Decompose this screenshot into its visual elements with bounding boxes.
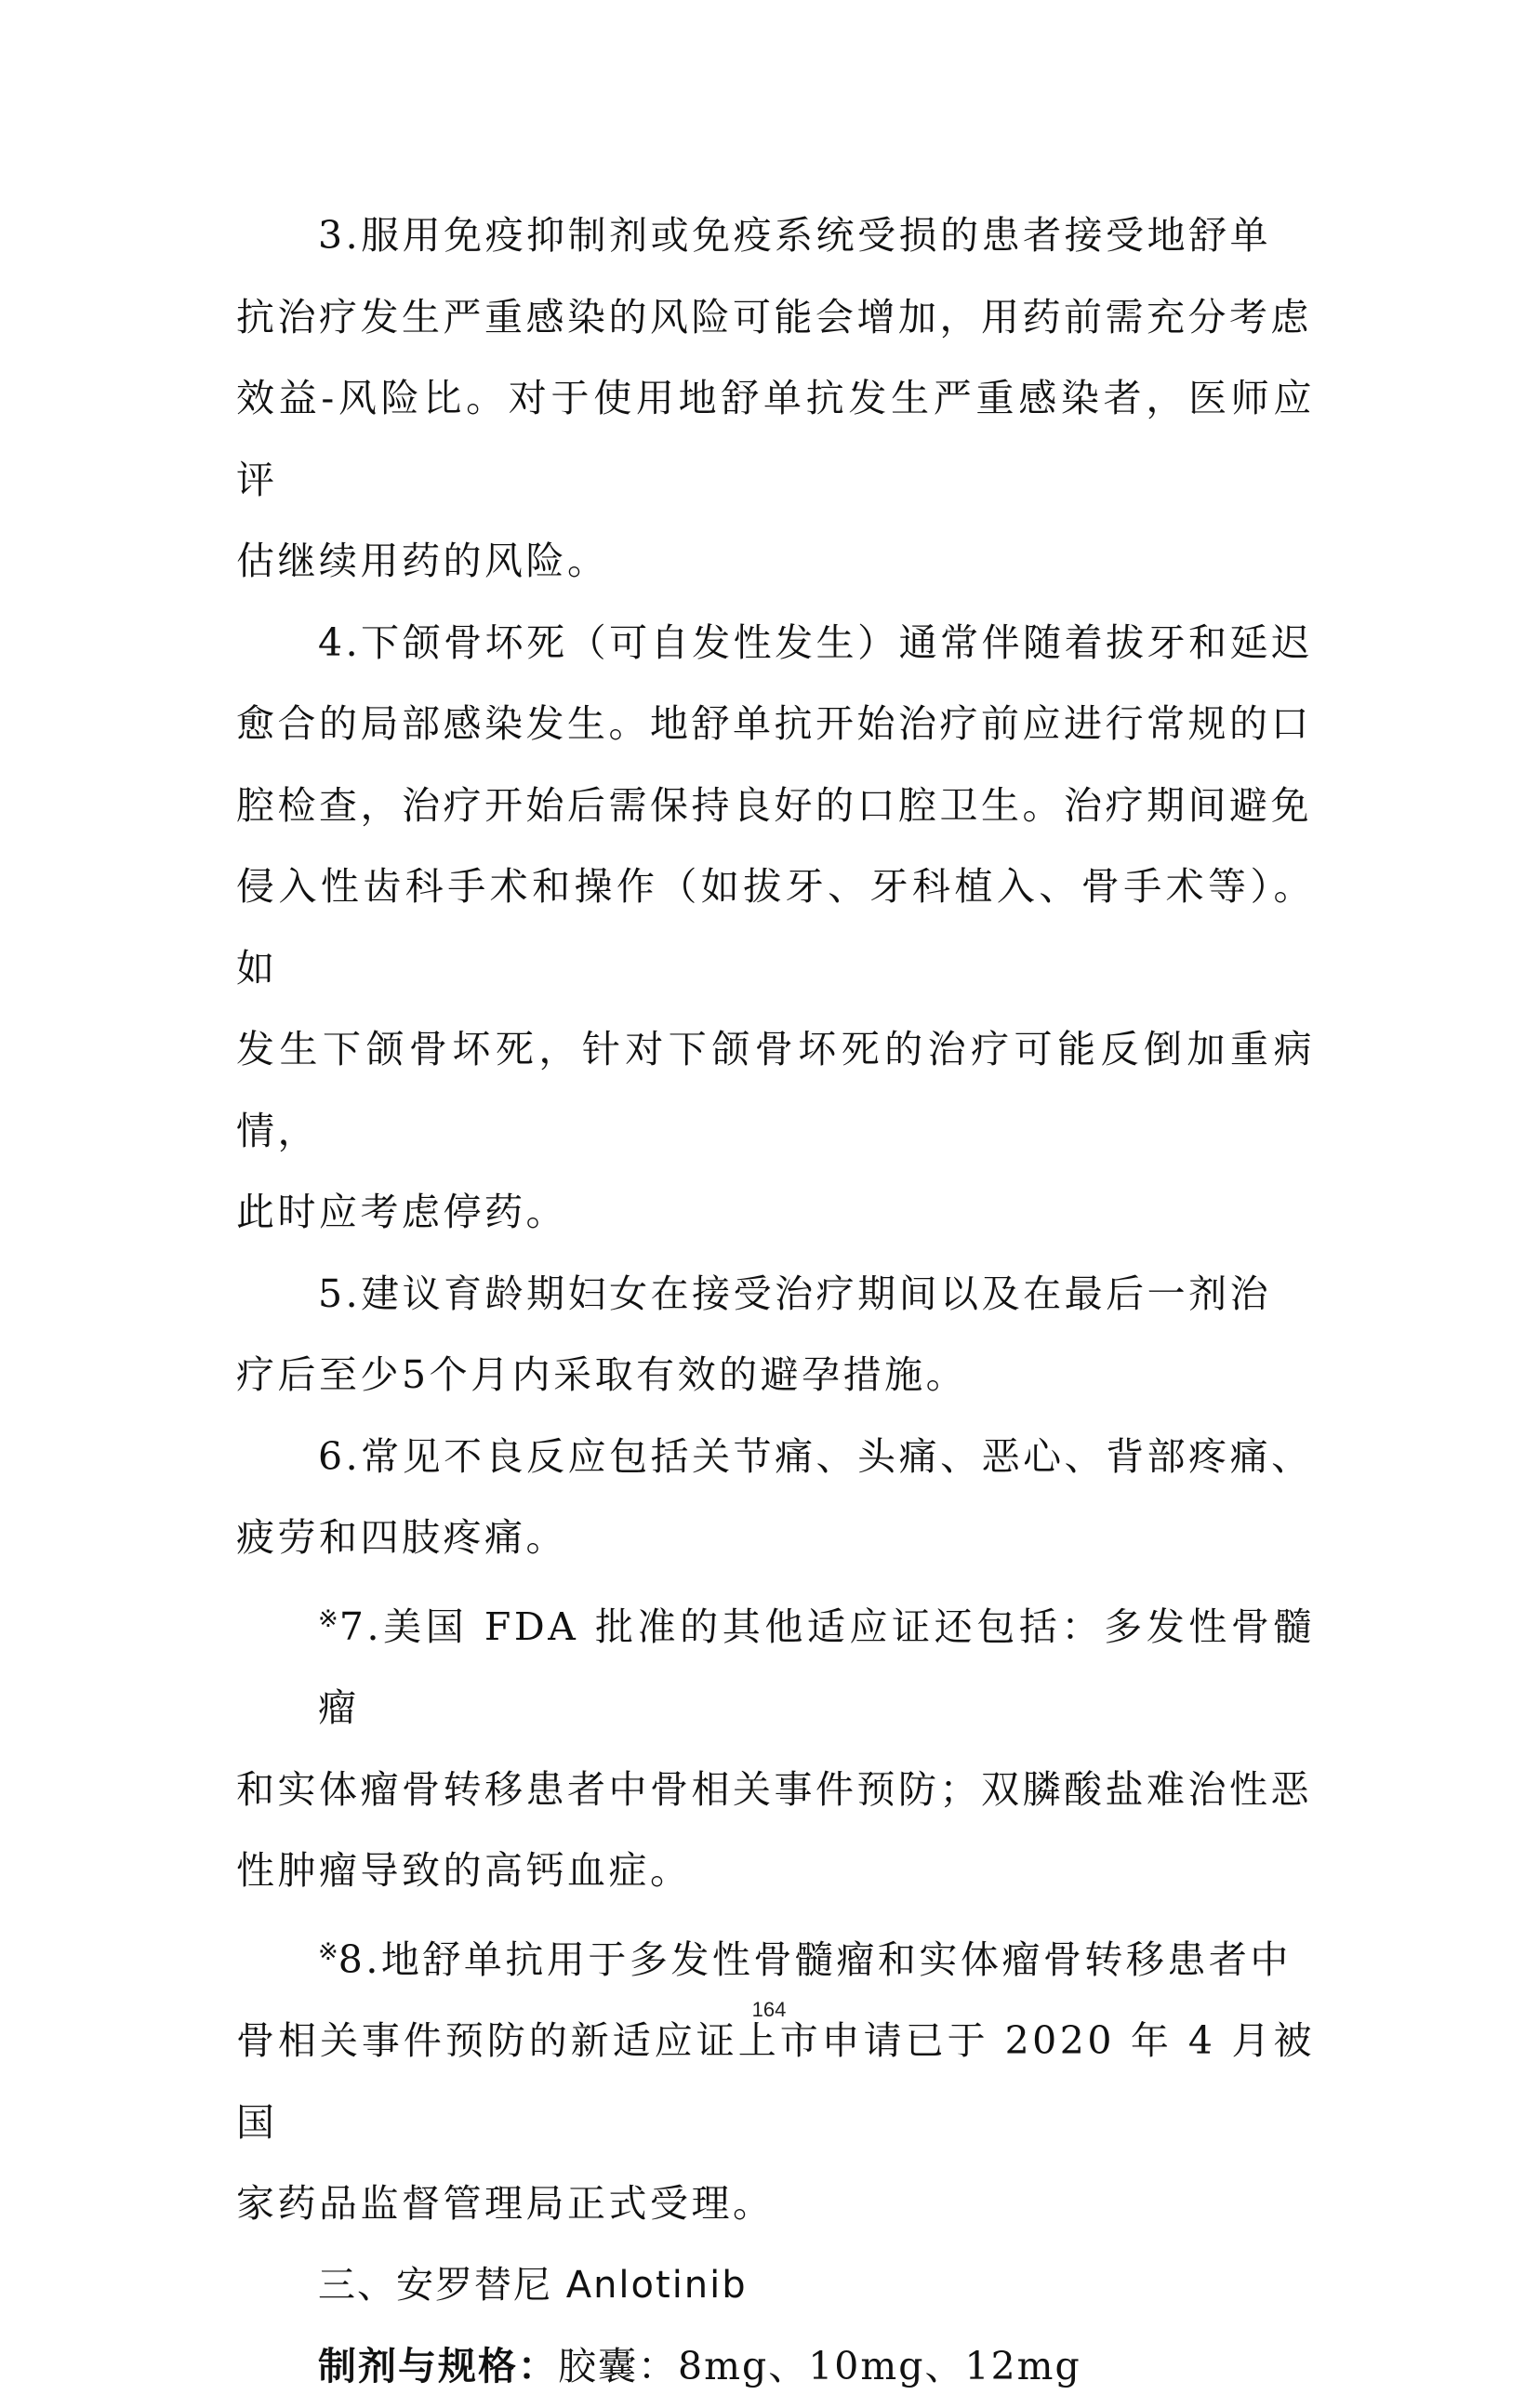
spec-label: 制剂与规格： bbox=[318, 2344, 558, 2388]
page-content bbox=[236, 195, 1315, 2408]
text-line-content: 7.美国 FDA 批准的其他适应证还包括：多发性骨髓瘤 bbox=[318, 1603, 1315, 1730]
text-line: 骨相关事件预防的新适应证上市申请已于 2020 年 4 月被国 bbox=[236, 2018, 1315, 2145]
section-heading: 三、安罗替尼 Anlotinib bbox=[318, 2263, 748, 2307]
formulation-spec bbox=[236, 2326, 1315, 2408]
paragraph-item-6 bbox=[236, 1417, 1315, 1579]
paragraph-item-5 bbox=[236, 1254, 1315, 1417]
reference-mark: ※ bbox=[318, 1937, 338, 1966]
text-line: 和实体瘤骨转移患者中骨相关事件预防；双膦酸盐难治性恶 bbox=[236, 1766, 1312, 1812]
text-line: 疗后至少5个月内采取有效的避孕措施。 bbox=[236, 1352, 968, 1397]
paragraph-item-4 bbox=[236, 603, 1315, 1254]
text-line bbox=[236, 1579, 1315, 1749]
text-line: 家药品监督管理局正式受理。 bbox=[236, 2181, 775, 2226]
text-line bbox=[236, 1912, 1315, 2002]
text-line: 6.常见不良反应包括关节痛、头痛、恶心、背部疼痛、 bbox=[318, 1433, 1313, 1479]
text-line: 侵入性齿科手术和操作（如拔牙、牙科植入、骨手术等）。如 bbox=[236, 864, 1315, 991]
paragraph-item-7 bbox=[236, 1579, 1315, 1912]
text-line: 4.下颌骨坏死（可自发性发生）通常伴随着拔牙和延迟 bbox=[318, 619, 1313, 665]
text-line: 5.建议育龄期妇女在接受治疗期间以及在最后一剂治 bbox=[318, 1271, 1272, 1316]
text-line: 效益-风险比。对于使用地舒单抗发生严重感染者，医师应评 bbox=[236, 376, 1315, 502]
text-line: 性肿瘤导致的高钙血症。 bbox=[236, 1848, 692, 1893]
text-line: 疲劳和四肢疼痛。 bbox=[236, 1515, 567, 1560]
page-number: 164 bbox=[751, 1998, 787, 2021]
text-line: 愈合的局部感染发生。地舒单抗开始治疗前应进行常规的口 bbox=[236, 701, 1312, 746]
text-line: 腔检查，治疗开始后需保持良好的口腔卫生。治疗期间避免 bbox=[236, 782, 1312, 828]
text-line: 抗治疗发生严重感染的风险可能会增加，用药前需充分考虑 bbox=[236, 294, 1312, 339]
text-line: 3.服用免疫抑制剂或免疫系统受损的患者接受地舒单 bbox=[318, 213, 1272, 258]
text-line: 发生下颌骨坏死，针对下颌骨坏死的治疗可能反倒加重病情， bbox=[236, 1027, 1315, 1153]
text-line-content: 8.地舒单抗用于多发性骨髓瘤和实体瘤骨转移患者中 bbox=[338, 1936, 1292, 1982]
paragraph-item-3 bbox=[236, 195, 1315, 603]
paragraph-item-8 bbox=[236, 1912, 1315, 2245]
text-line: 此时应考虑停药。 bbox=[236, 1190, 567, 1234]
reference-mark: ※ bbox=[318, 1604, 339, 1633]
text-line: 估继续用药的风险。 bbox=[236, 539, 609, 583]
spec-value: 胶囊：8mg、10mg、12mg bbox=[558, 2344, 1081, 2388]
